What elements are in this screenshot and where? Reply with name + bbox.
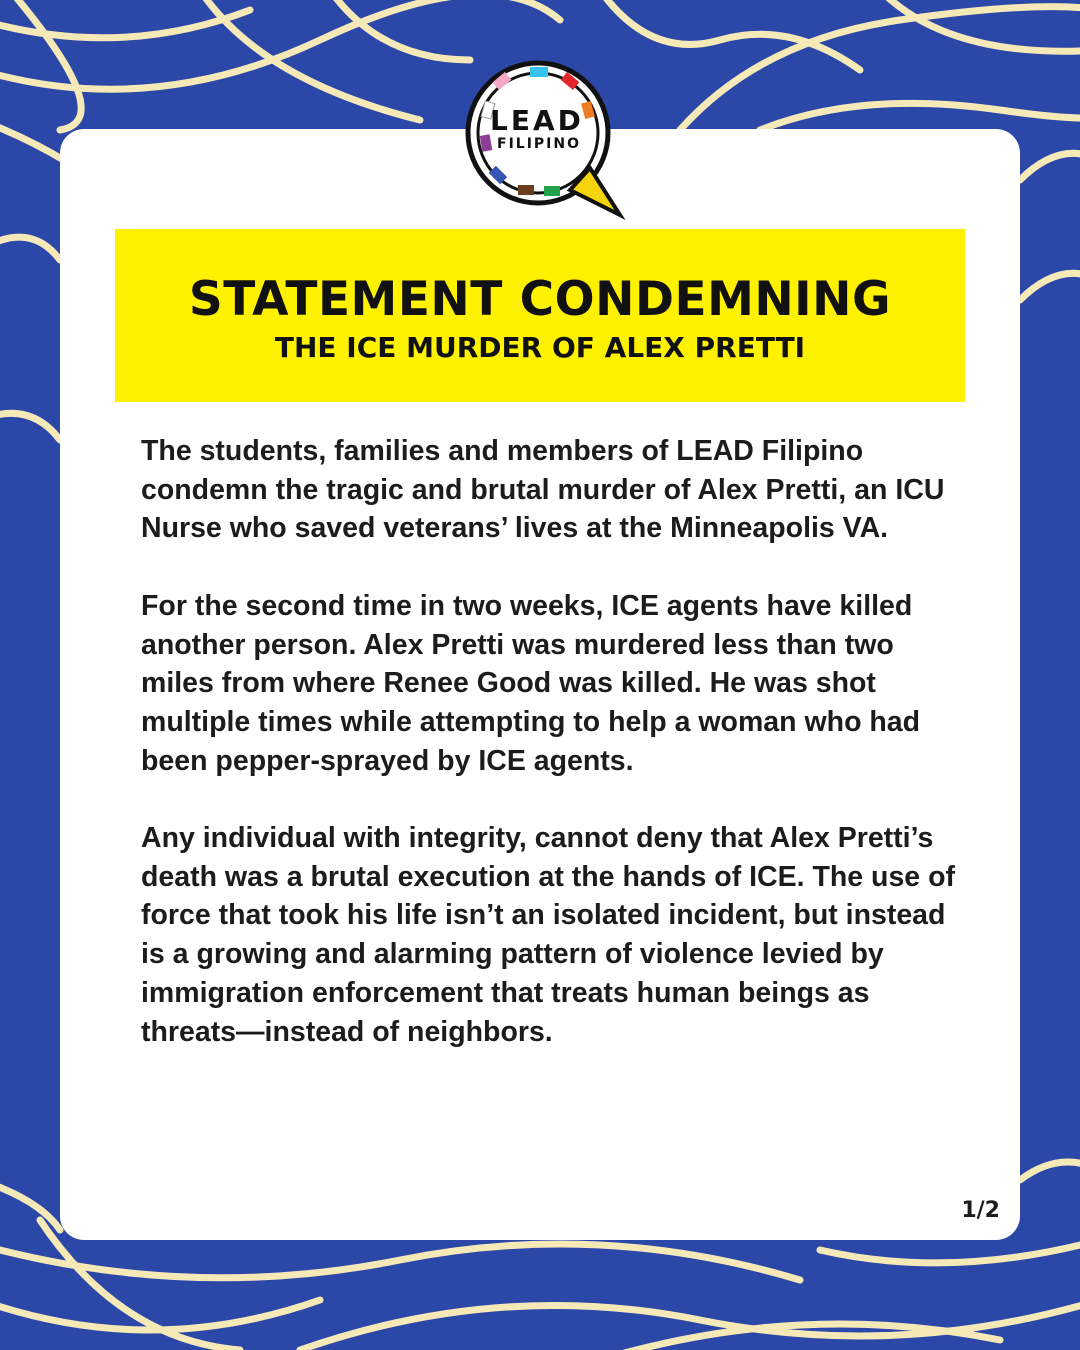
title-banner [115,229,965,402]
banner-subtitle: THE ICE MURDER OF ALEX PRETTI [274,331,806,364]
statement-body [141,432,956,1090]
paragraph: Any individual with integrity, cannot deny that Alex Pretti’s death was a brutal execution at the hands of ICE. The use of force that took his life isn’t an isolated incident, but instead is a growing and alarming pattern of violence levied by immigration enforcement that treats human beings as threats—instead of neighbors. [141,822,955,1048]
paragraph: For the second time in two weeks, ICE agents have killed another person. Alex Pretti was murdered less than two miles from where Renee Good was killed. He was shot multiple times while attempting to help a woman who had been pepper-sprayed by ICE agents. [141,589,921,777]
page-indicator: 1/2 [961,1198,1000,1223]
paragraph: The students, families and members of LEAD Filipino condemn the tragic and brutal murder of Alex Pretti, an ICU Nurse who saved veterans’ lives at the Minneapolis VA. [141,435,945,545]
banner-title: STATEMENT CONDEMNING [188,272,892,327]
logo-subtitle: FILIPINO [497,136,581,152]
logo-title: LEAD [490,104,584,137]
